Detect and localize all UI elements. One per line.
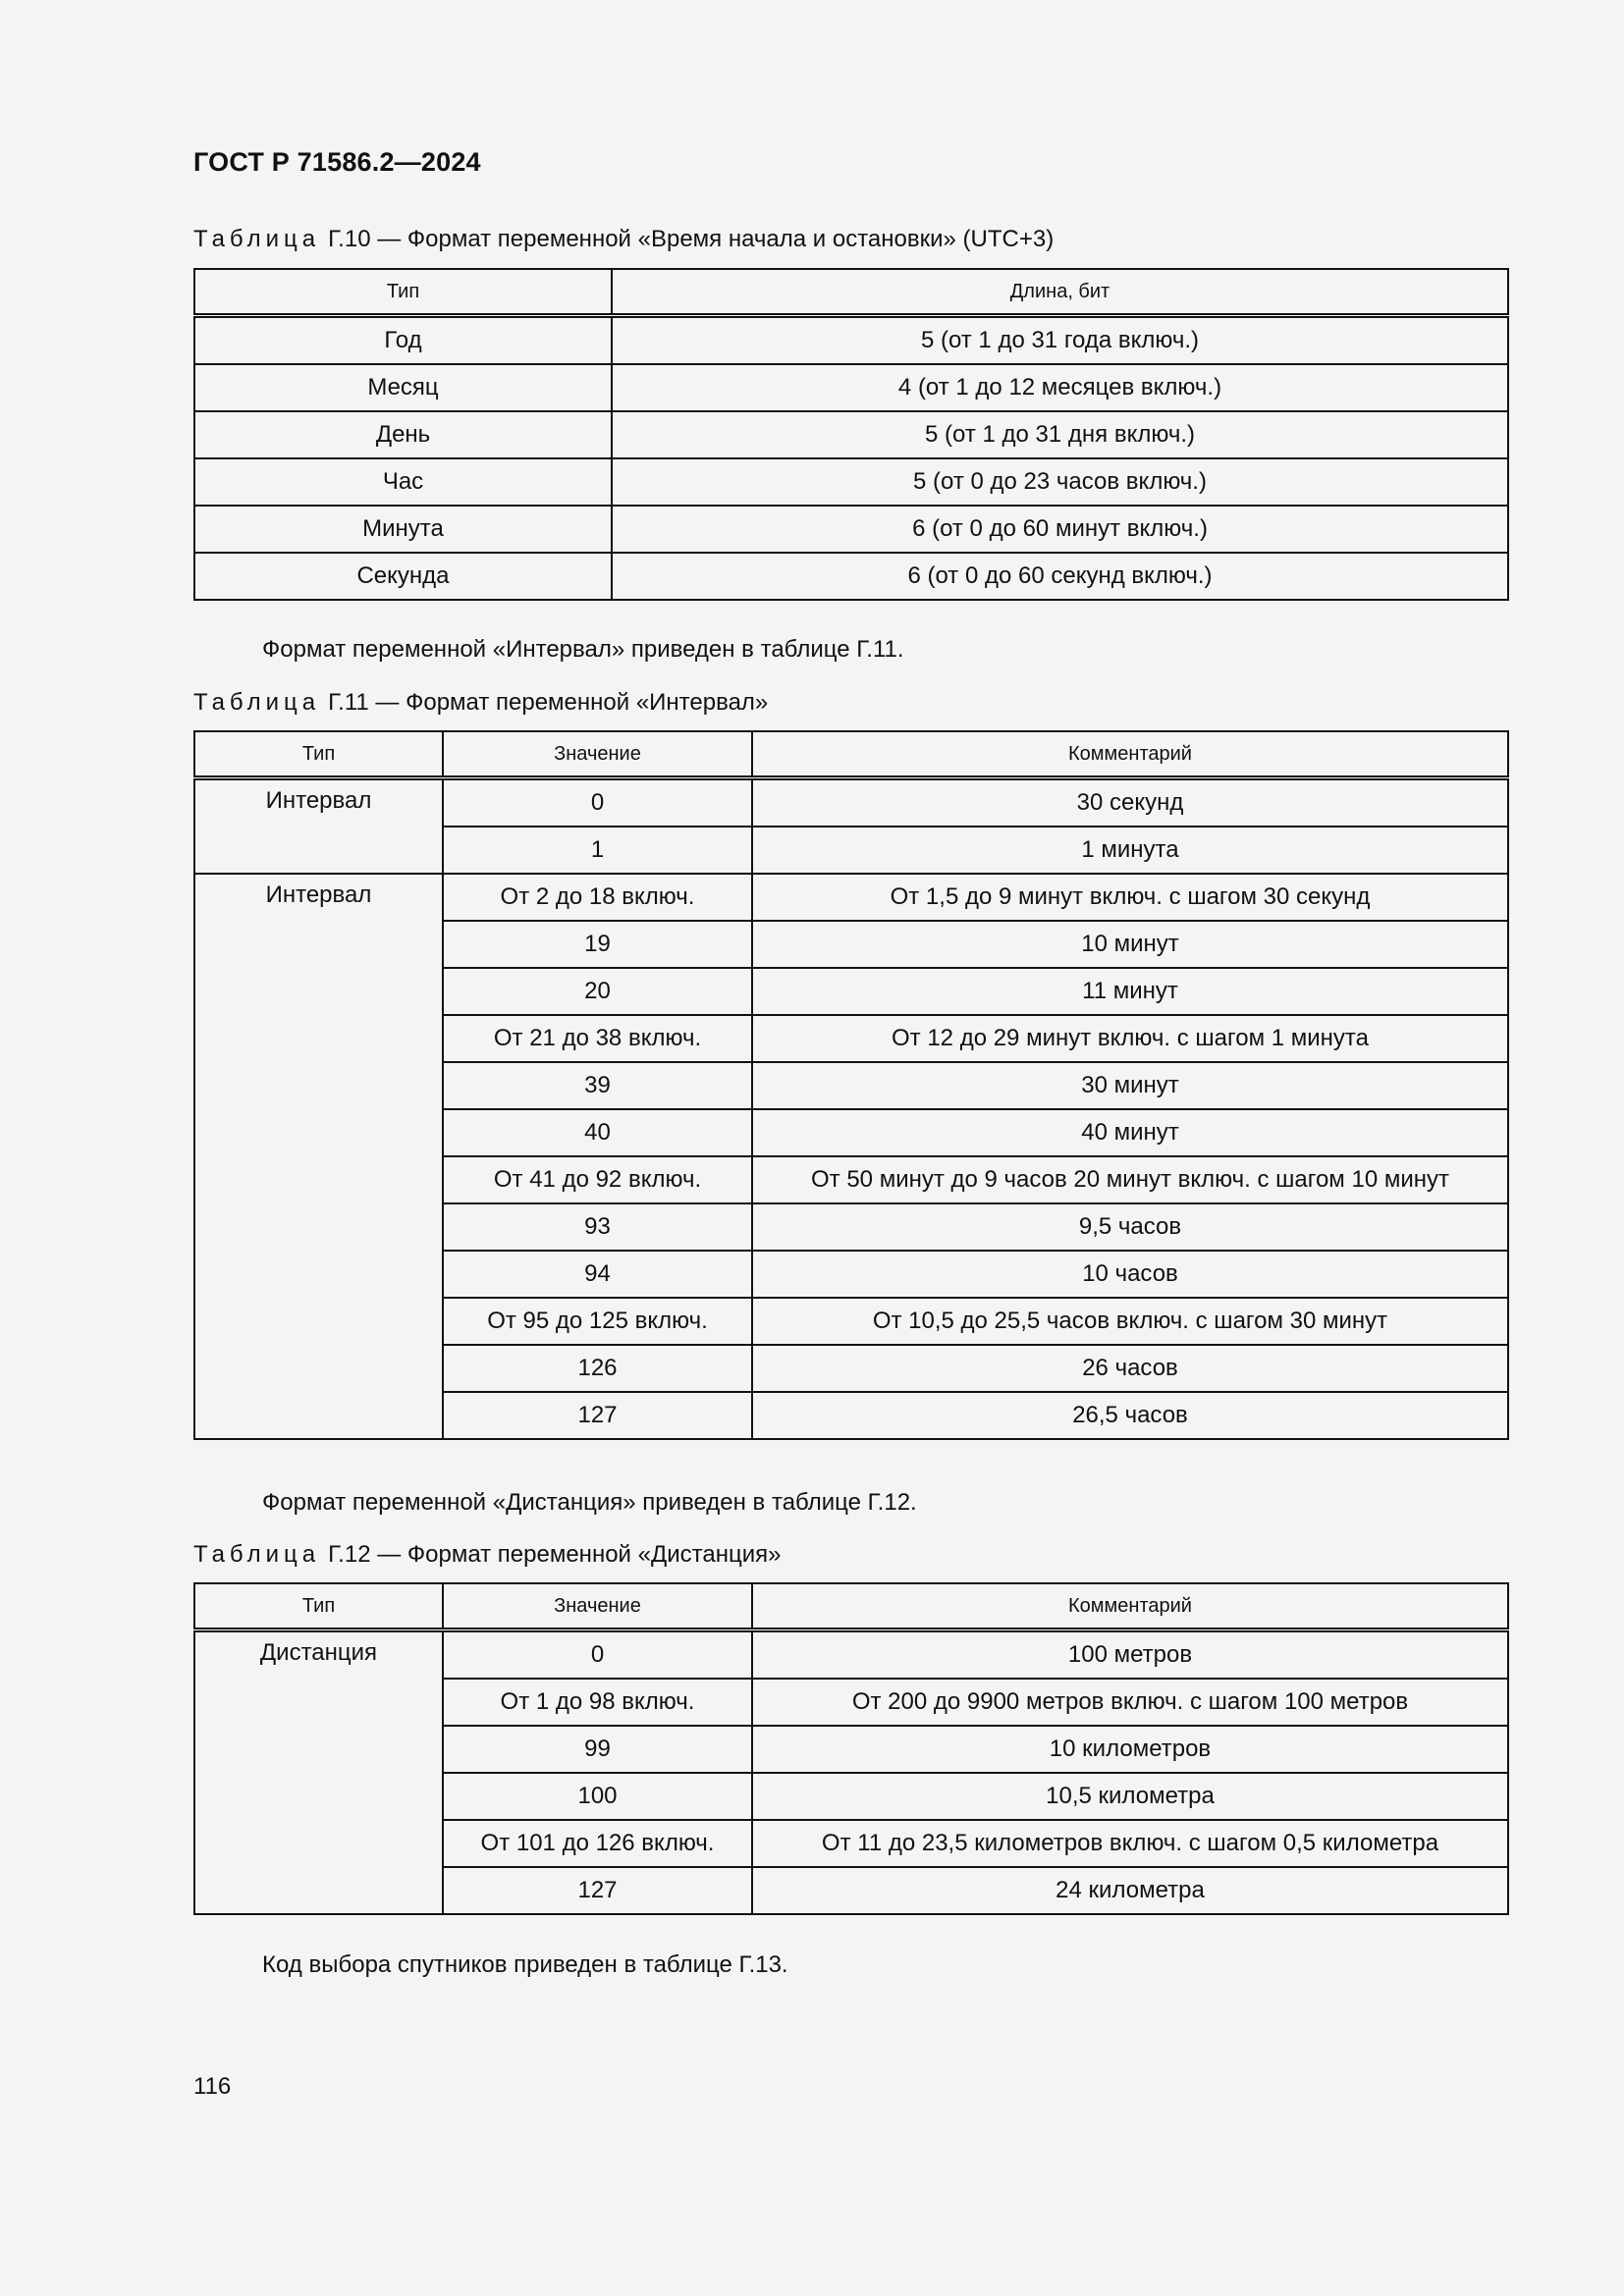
table-row <box>194 778 1508 828</box>
group-type-cell: Интервал <box>194 778 443 875</box>
table-cell: День <box>194 411 612 458</box>
table-cell: 26 часов <box>752 1345 1508 1392</box>
table-cell: 0 <box>443 778 752 828</box>
table-cell: 40 <box>443 1109 752 1156</box>
table-cell: 5 (от 1 до 31 дня включ.) <box>612 411 1508 458</box>
table-row <box>194 411 1508 458</box>
table-cell: 5 (от 1 до 31 года включ.) <box>612 316 1508 365</box>
table-cell: От 10,5 до 25,5 часов включ. с шагом 30 минут <box>752 1298 1508 1345</box>
table-11 <box>193 730 1509 1440</box>
table-cell: От 12 до 29 минут включ. с шагом 1 минута <box>752 1015 1508 1062</box>
column-header: Значение <box>443 731 752 778</box>
table-cell: От 50 минут до 9 часов 20 минут включ. с шагом 10 минут <box>752 1156 1508 1203</box>
table-cell: 93 <box>443 1203 752 1251</box>
table-cell: 1 <box>443 827 752 874</box>
column-header: Тип <box>194 269 612 316</box>
table-cell: 5 (от 0 до 23 часов включ.) <box>612 458 1508 506</box>
column-header: Значение <box>443 1583 752 1630</box>
table-10-caption <box>193 226 1054 253</box>
paragraph-interval-ref: Формат переменной «Интервал» приведен в таблице Г.11. <box>262 636 904 663</box>
table-10 <box>193 268 1509 601</box>
table-cell: От 200 до 9900 метров включ. с шагом 100 метров <box>752 1679 1508 1726</box>
table-cell: 10 километров <box>752 1726 1508 1773</box>
table-cell: 10 минут <box>752 921 1508 968</box>
table-cell: 40 минут <box>752 1109 1508 1156</box>
table-row <box>194 874 1508 921</box>
table-cell: Час <box>194 458 612 506</box>
table-cell: Месяц <box>194 364 612 411</box>
table-cell: 94 <box>443 1251 752 1298</box>
column-header: Длина, бит <box>612 269 1508 316</box>
table-10-label: Таблица <box>193 226 321 252</box>
table-row <box>194 506 1508 553</box>
table-cell: 26,5 часов <box>752 1392 1508 1439</box>
table-cell: От 1 до 98 включ. <box>443 1679 752 1726</box>
table-cell: 127 <box>443 1392 752 1439</box>
table-header-row <box>194 1583 1508 1630</box>
table-cell: От 11 до 23,5 километров включ. с шагом 0,5 километра <box>752 1820 1508 1867</box>
table-cell: 6 (от 0 до 60 минут включ.) <box>612 506 1508 553</box>
table-12-label: Таблица <box>193 1541 321 1568</box>
table-cell: 10 часов <box>752 1251 1508 1298</box>
table-cell: 100 метров <box>752 1630 1508 1680</box>
table-10-title: Г.10 — Формат переменной «Время начала и остановки» (UTC+3) <box>328 226 1055 252</box>
column-header: Комментарий <box>752 1583 1508 1630</box>
table-header-row <box>194 731 1508 778</box>
column-header: Тип <box>194 731 443 778</box>
table-cell: 10,5 километра <box>752 1773 1508 1820</box>
table-cell: 11 минут <box>752 968 1508 1015</box>
table-cell: От 1,5 до 9 минут включ. с шагом 30 секунд <box>752 874 1508 921</box>
table-11-caption <box>193 689 768 717</box>
table-11-label: Таблица <box>193 689 321 716</box>
table-header-row <box>194 269 1508 316</box>
table-cell: 4 (от 1 до 12 месяцев включ.) <box>612 364 1508 411</box>
table-cell: Минута <box>194 506 612 553</box>
column-header: Комментарий <box>752 731 1508 778</box>
paragraph-satellite-ref: Код выбора спутников приведен в таблице Г.13. <box>262 1951 788 1978</box>
table-cell: От 41 до 92 включ. <box>443 1156 752 1203</box>
table-cell: 6 (от 0 до 60 секунд включ.) <box>612 553 1508 600</box>
table-cell: 1 минута <box>752 827 1508 874</box>
table-cell: 127 <box>443 1867 752 1914</box>
table-row <box>194 364 1508 411</box>
paragraph-distance-ref: Формат переменной «Дистанция» приведен в таблице Г.12. <box>262 1489 917 1516</box>
table-cell: 24 километра <box>752 1867 1508 1914</box>
table-cell: От 21 до 38 включ. <box>443 1015 752 1062</box>
table-row <box>194 316 1508 365</box>
page-number: 116 <box>193 2073 232 2100</box>
table-cell: От 2 до 18 включ. <box>443 874 752 921</box>
table-cell: Год <box>194 316 612 365</box>
group-type-cell: Дистанция <box>194 1630 443 1915</box>
table-12-title: Г.12 — Формат переменной «Дистанция» <box>328 1541 782 1568</box>
table-cell: 99 <box>443 1726 752 1773</box>
table-cell: 9,5 часов <box>752 1203 1508 1251</box>
column-header: Тип <box>194 1583 443 1630</box>
table-row <box>194 553 1508 600</box>
table-cell: От 101 до 126 включ. <box>443 1820 752 1867</box>
table-row <box>194 458 1508 506</box>
table-12 <box>193 1582 1509 1915</box>
document-header: ГОСТ Р 71586.2—2024 <box>193 147 481 177</box>
table-cell: 100 <box>443 1773 752 1820</box>
table-12-caption <box>193 1541 781 1569</box>
table-11-title: Г.11 — Формат переменной «Интервал» <box>328 689 769 716</box>
table-cell: 20 <box>443 968 752 1015</box>
table-cell: 0 <box>443 1630 752 1680</box>
group-type-cell: Интервал <box>194 874 443 1439</box>
table-cell: 39 <box>443 1062 752 1109</box>
table-cell: 30 секунд <box>752 778 1508 828</box>
table-cell: 19 <box>443 921 752 968</box>
table-cell: От 95 до 125 включ. <box>443 1298 752 1345</box>
table-cell: Секунда <box>194 553 612 600</box>
table-cell: 30 минут <box>752 1062 1508 1109</box>
table-cell: 126 <box>443 1345 752 1392</box>
table-row <box>194 1630 1508 1680</box>
